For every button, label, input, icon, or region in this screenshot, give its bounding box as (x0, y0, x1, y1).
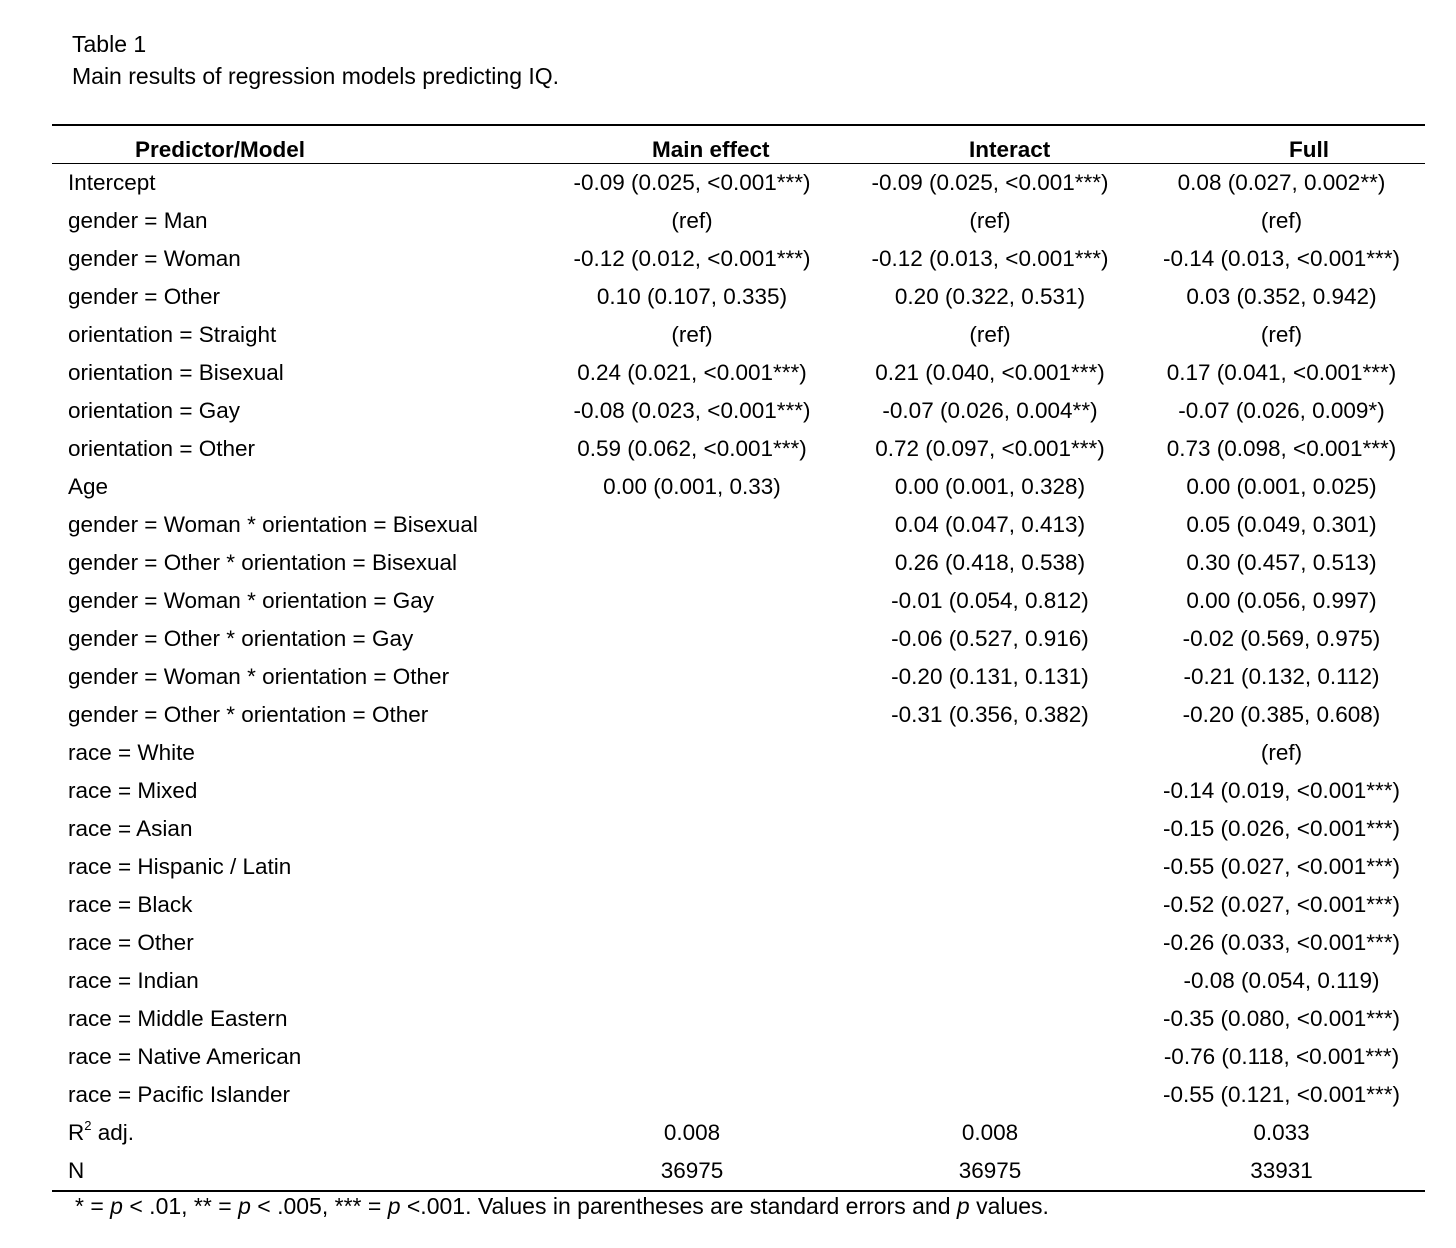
predictor-cell: race = Other (68, 930, 194, 955)
predictor-cell: race = Mixed (68, 778, 198, 803)
predictor-cell: orientation = Gay (68, 398, 240, 423)
full-cell: -0.02 (0.569, 0.975) (1182, 626, 1381, 651)
table-footnote (75, 1193, 1049, 1220)
interact-cell (842, 772, 1138, 810)
predictor-cell: gender = Woman (68, 246, 241, 271)
main-effect-cell: -0.09 (0.025, <0.001***) (573, 170, 811, 195)
main-effect-cell: 0.00 (0.001, 0.33) (603, 474, 781, 499)
full-cell: 0.17 (0.041, <0.001***) (1166, 360, 1397, 385)
main-effect-cell (542, 506, 842, 544)
predictor-cell: race = Pacific Islander (68, 1082, 290, 1107)
footnote-part: * = (75, 1193, 111, 1219)
full-cell: 0.03 (0.352, 0.942) (1186, 284, 1377, 309)
n-main: 36975 (542, 1152, 842, 1191)
predictor-cell: gender = Other * orientation = Gay (68, 626, 414, 651)
predictor-cell: race = Indian (68, 968, 199, 993)
predictor-cell: race = Hispanic / Latin (68, 854, 292, 879)
r2-label (52, 1114, 542, 1152)
table-row (52, 772, 1425, 810)
table-row (52, 848, 1425, 886)
table-row (52, 202, 1425, 240)
predictor-cell: gender = Woman * orientation = Bisexual (68, 512, 478, 537)
main-effect-cell (542, 544, 842, 582)
interact-cell (842, 1000, 1138, 1038)
full-cell: 0.00 (0.001, 0.025) (1186, 474, 1377, 499)
table-row (52, 316, 1425, 354)
table-caption (72, 28, 559, 92)
predictor-cell: race = Asian (68, 816, 193, 841)
footnote-p-italic: p (110, 1193, 123, 1219)
full-cell: 0.08 (0.027, 0.002**) (1177, 170, 1386, 195)
r2-label-superscript: 2 (84, 1118, 92, 1133)
r2-main: 0.008 (663, 1120, 721, 1145)
full-cell: 0.00 (0.056, 0.997) (1186, 588, 1377, 613)
full-cell: (ref) (1260, 322, 1303, 347)
interact-cell: -0.31 (0.356, 0.382) (891, 702, 1089, 727)
header-row (52, 125, 1425, 164)
full-cell: 0.05 (0.049, 0.301) (1186, 512, 1377, 537)
predictor-cell: race = Native American (68, 1044, 302, 1069)
header-main-effect: Main effect (542, 125, 842, 164)
footnote-part: values. (969, 1193, 1049, 1219)
main-effect-cell (542, 1076, 842, 1114)
table-row (52, 392, 1425, 430)
n-full: 33931 (1138, 1152, 1425, 1191)
main-effect-cell: (ref) (671, 322, 713, 347)
n-interact: 36975 (842, 1152, 1138, 1191)
main-effect-cell (542, 924, 842, 962)
table-row (52, 734, 1425, 772)
main-effect-cell (542, 772, 842, 810)
predictor-cell: gender = Woman * orientation = Other (68, 664, 450, 689)
n-row (52, 1152, 1425, 1191)
table-row (52, 1038, 1425, 1076)
interact-cell: -0.20 (0.131, 0.131) (891, 664, 1089, 689)
interact-cell: -0.07 (0.026, 0.004**) (882, 398, 1098, 423)
r2-label-base: R (68, 1120, 85, 1145)
main-effect-cell: (ref) (671, 208, 713, 233)
table-row (52, 544, 1425, 582)
footnote-part: < .005, *** = (250, 1193, 388, 1219)
main-effect-cell (542, 582, 842, 620)
interact-cell (842, 810, 1138, 848)
full-cell: -0.07 (0.026, 0.009*) (1178, 398, 1385, 423)
main-effect-cell (542, 848, 842, 886)
main-effect-cell: 0.24 (0.021, <0.001***) (577, 360, 807, 385)
predictor-cell: orientation = Straight (68, 322, 277, 347)
full-cell: -0.35 (0.080, <0.001***) (1162, 1006, 1401, 1031)
interact-cell (842, 1076, 1138, 1114)
table-row (52, 1000, 1425, 1038)
full-cell: (ref) (1260, 208, 1303, 233)
footnote-p-italic: p (238, 1193, 251, 1219)
interact-cell: 0.72 (0.097, <0.001***) (875, 436, 1105, 461)
interact-cell: -0.12 (0.013, <0.001***) (871, 246, 1109, 271)
predictor-cell: orientation = Other (68, 436, 255, 461)
main-effect-cell: 0.59 (0.062, <0.001***) (577, 436, 807, 461)
full-cell: -0.55 (0.121, <0.001***) (1162, 1082, 1401, 1107)
predictor-cell: race = White (68, 740, 195, 765)
table-row (52, 810, 1425, 848)
interact-cell: 0.21 (0.040, <0.001***) (875, 360, 1105, 385)
table-row (52, 240, 1425, 278)
table-row (52, 886, 1425, 924)
main-effect-cell (542, 1000, 842, 1038)
main-effect-cell (542, 886, 842, 924)
r2-full: 0.033 (1253, 1120, 1310, 1145)
table-row (52, 164, 1425, 203)
interact-cell: 0.00 (0.001, 0.328) (894, 474, 1086, 499)
header-interact: Interact (842, 125, 1138, 164)
interact-cell (842, 734, 1138, 772)
table-row (52, 924, 1425, 962)
table-row (52, 696, 1425, 734)
n-label: N (52, 1152, 542, 1191)
interact-cell: -0.01 (0.054, 0.812) (891, 588, 1089, 613)
regression-results-table (52, 124, 1425, 1192)
predictor-cell: Intercept (68, 170, 156, 195)
interact-cell (842, 848, 1138, 886)
predictor-cell: orientation = Bisexual (68, 360, 284, 385)
interact-cell: (ref) (969, 322, 1011, 347)
interact-cell: 0.20 (0.322, 0.531) (894, 284, 1086, 309)
predictor-cell: gender = Other * orientation = Bisexual (68, 550, 457, 575)
r2-row (52, 1114, 1425, 1152)
predictor-cell: Age (68, 474, 109, 499)
interact-cell (842, 924, 1138, 962)
main-effect-cell (542, 620, 842, 658)
main-effect-cell: 0.10 (0.107, 0.335) (596, 284, 788, 309)
interact-cell: -0.09 (0.025, <0.001***) (871, 170, 1109, 195)
full-cell: -0.15 (0.026, <0.001***) (1162, 816, 1401, 841)
main-effect-cell (542, 696, 842, 734)
r2-label-rest: adj. (91, 1120, 135, 1145)
full-cell: (ref) (1260, 740, 1303, 765)
full-cell: 0.30 (0.457, 0.513) (1186, 550, 1377, 575)
footnote-part: <.001. Values in parentheses are standard errors and (400, 1193, 957, 1219)
full-cell: -0.21 (0.132, 0.112) (1183, 664, 1380, 689)
table-row (52, 430, 1425, 468)
full-cell: -0.26 (0.033, <0.001***) (1162, 930, 1401, 955)
predictor-cell: gender = Woman * orientation = Gay (68, 588, 435, 613)
main-effect-cell: -0.08 (0.023, <0.001***) (573, 398, 811, 423)
predictor-cell: gender = Other (68, 284, 220, 309)
table-row (52, 506, 1425, 544)
table-row (52, 354, 1425, 392)
main-effect-cell (542, 1038, 842, 1076)
interact-cell: 0.26 (0.418, 0.538) (894, 550, 1086, 575)
full-cell: -0.55 (0.027, <0.001***) (1162, 854, 1401, 879)
interact-cell (842, 962, 1138, 1000)
footnote-p-italic: p (956, 1193, 970, 1219)
table-title: Main results of regression models predicting IQ. (72, 63, 560, 89)
table-row (52, 620, 1425, 658)
interact-cell (842, 1038, 1138, 1076)
header-predictor: Predictor/Model (52, 125, 542, 164)
table-number: Table 1 (72, 31, 147, 57)
predictor-cell: gender = Man (68, 208, 208, 233)
table-row (52, 468, 1425, 506)
header-full: Full (1138, 125, 1425, 164)
table-body (52, 164, 1425, 1192)
full-cell: -0.14 (0.013, <0.001***) (1162, 246, 1401, 271)
main-effect-cell (542, 658, 842, 696)
predictor-cell: race = Middle Eastern (68, 1006, 288, 1031)
main-effect-cell (542, 810, 842, 848)
footnote-part: < .01, ** = (122, 1193, 239, 1219)
predictor-cell: race = Black (68, 892, 193, 917)
r2-interact: 0.008 (961, 1120, 1019, 1145)
predictor-cell: gender = Other * orientation = Other (68, 702, 429, 727)
table-row (52, 278, 1425, 316)
interact-cell: (ref) (969, 208, 1011, 233)
interact-cell (842, 886, 1138, 924)
full-cell: 0.73 (0.098, <0.001***) (1166, 436, 1397, 461)
main-effect-cell (542, 734, 842, 772)
main-effect-cell: -0.12 (0.012, <0.001***) (573, 246, 811, 271)
full-cell: -0.08 (0.054, 0.119) (1183, 968, 1380, 993)
full-cell: -0.14 (0.019, <0.001***) (1162, 778, 1401, 803)
table-row (52, 582, 1425, 620)
table-row (52, 658, 1425, 696)
full-cell: -0.20 (0.385, 0.608) (1182, 702, 1381, 727)
interact-cell: -0.06 (0.527, 0.916) (891, 626, 1089, 651)
full-cell: -0.52 (0.027, <0.001***) (1162, 892, 1401, 917)
table-row (52, 962, 1425, 1000)
interact-cell: 0.04 (0.047, 0.413) (894, 512, 1086, 537)
table-row (52, 1076, 1425, 1114)
main-effect-cell (542, 962, 842, 1000)
full-cell: -0.76 (0.118, <0.001***) (1163, 1044, 1400, 1069)
footnote-p-italic: p (387, 1193, 401, 1219)
